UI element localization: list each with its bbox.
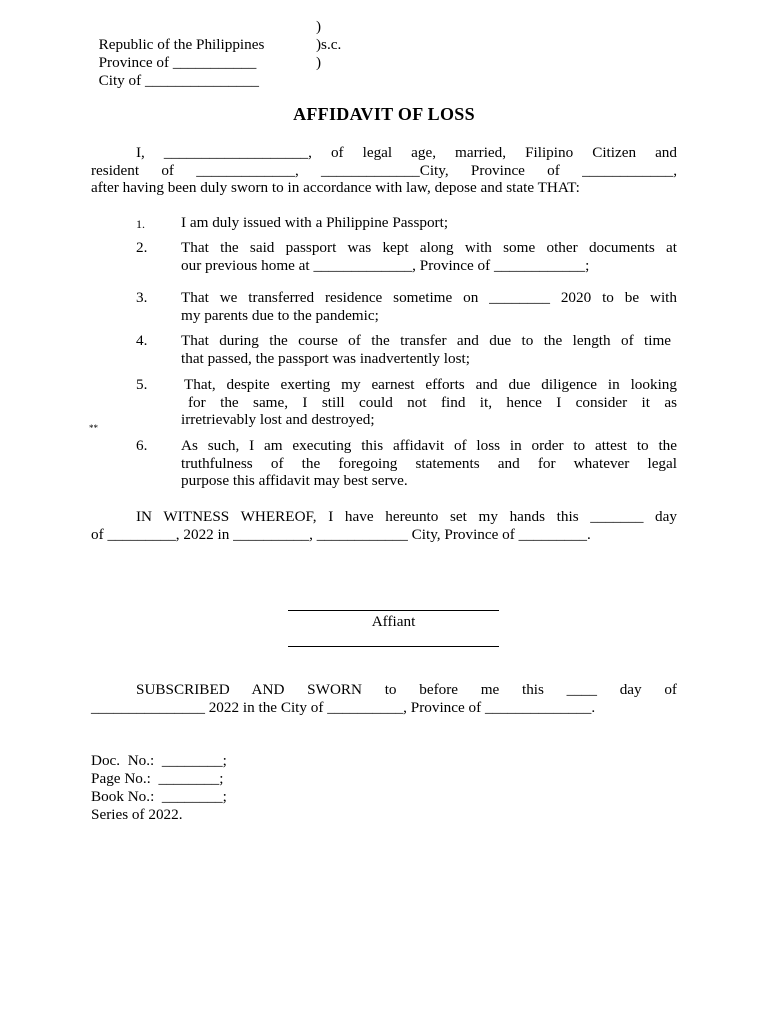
affiant-label: Affiant	[371, 613, 416, 630]
witness-line-2: of _________, 2022 in __________, ____________ City, Province of _________.	[91, 525, 591, 543]
item-number-1: 1.	[136, 217, 145, 231]
item-6-line-1: As such, I am executing this affidavit of loss in order to attest to the	[181, 437, 677, 454]
item-1-line-1: I am duly issued with a Philippine Passport;	[181, 214, 449, 231]
venue-paren-sc: )s.c.	[316, 36, 342, 53]
item-4-line-2: that passed, the passport was inadvertently lost;	[181, 349, 470, 367]
list-item-2	[181, 239, 677, 274]
venue-line-republic: Republic of the Philippines	[98, 35, 265, 53]
item-5-line-3: irretrievably lost and destroyed;	[181, 411, 375, 429]
affiant-underline	[288, 646, 499, 647]
item-5-line-1: That, despite exerting my earnest efforts and due diligence in looking	[184, 376, 677, 393]
item-3-line-1: That we transferred residence sometime on ________ 2020 to be with	[181, 289, 677, 306]
venue-line-province: Province of ___________	[98, 53, 257, 71]
document-title: AFFIDAVIT OF LOSS	[293, 104, 475, 124]
item-number-5: 5.	[136, 376, 148, 393]
subscribed-paragraph	[91, 681, 677, 716]
item-3-line-2: my parents due to the pandemic;	[181, 306, 379, 324]
subscribed-line-2: _______________ 2022 in the City of __________, Province of ______________.	[91, 698, 596, 716]
notarial-doc-no: Doc. No.: ________;	[91, 752, 227, 769]
item-2-line-2: our previous home at _____________, Province of ____________;	[181, 256, 590, 274]
item-4-line-1: That during the course of the transfer and due to the length of time	[181, 332, 671, 349]
intro-line-2: resident of _____________, _____________City, Province of ____________,	[91, 161, 677, 179]
list-item-3	[181, 289, 677, 324]
notarial-book-no: Book No.: ________;	[91, 788, 227, 805]
venue-paren-1: )	[316, 18, 322, 35]
item-number-4: 4.	[136, 332, 148, 349]
venue-paren-3: )	[316, 54, 322, 71]
item-6-line-3: purpose this affidavit may best serve.	[181, 472, 408, 490]
affiant-signature-line	[288, 610, 499, 611]
list-item-5	[181, 376, 677, 429]
list-item-1	[181, 214, 677, 232]
notarial-series: Series of 2022.	[91, 806, 183, 823]
witness-line-1: IN WITNESS WHEREOF, I have hereunto set my hands this _______ day	[136, 508, 677, 525]
intro-paragraph	[91, 144, 677, 197]
item-number-2: 2.	[136, 239, 148, 256]
intro-line-1: I, ___________________, of legal age, married, Filipino Citizen and	[136, 144, 677, 161]
list-item-6	[181, 437, 677, 490]
item-number-6: 6.	[136, 437, 148, 454]
item-2-line-1: That the said passport was kept along with some other documents at	[181, 239, 677, 256]
intro-line-3: after having been duly sworn to in accordance with law, depose and state THAT:	[91, 179, 580, 197]
margin-mark: **	[89, 423, 98, 433]
item-6-line-2: truthfulness of the foregoing statements and for whatever legal	[181, 454, 677, 472]
item-5-line-2: for the same, I still could not find it, hence I consider it as	[188, 393, 677, 411]
subscribed-line-1: SUBSCRIBED AND SWORN to before me this ____ day of	[136, 681, 677, 698]
list-item-4	[181, 332, 671, 367]
item-number-3: 3.	[136, 289, 148, 306]
venue-line-city: City of _______________	[98, 71, 259, 89]
witness-paragraph	[91, 508, 677, 543]
venue-city	[91, 54, 322, 107]
notarial-page-no: Page No.: ________;	[91, 770, 224, 787]
